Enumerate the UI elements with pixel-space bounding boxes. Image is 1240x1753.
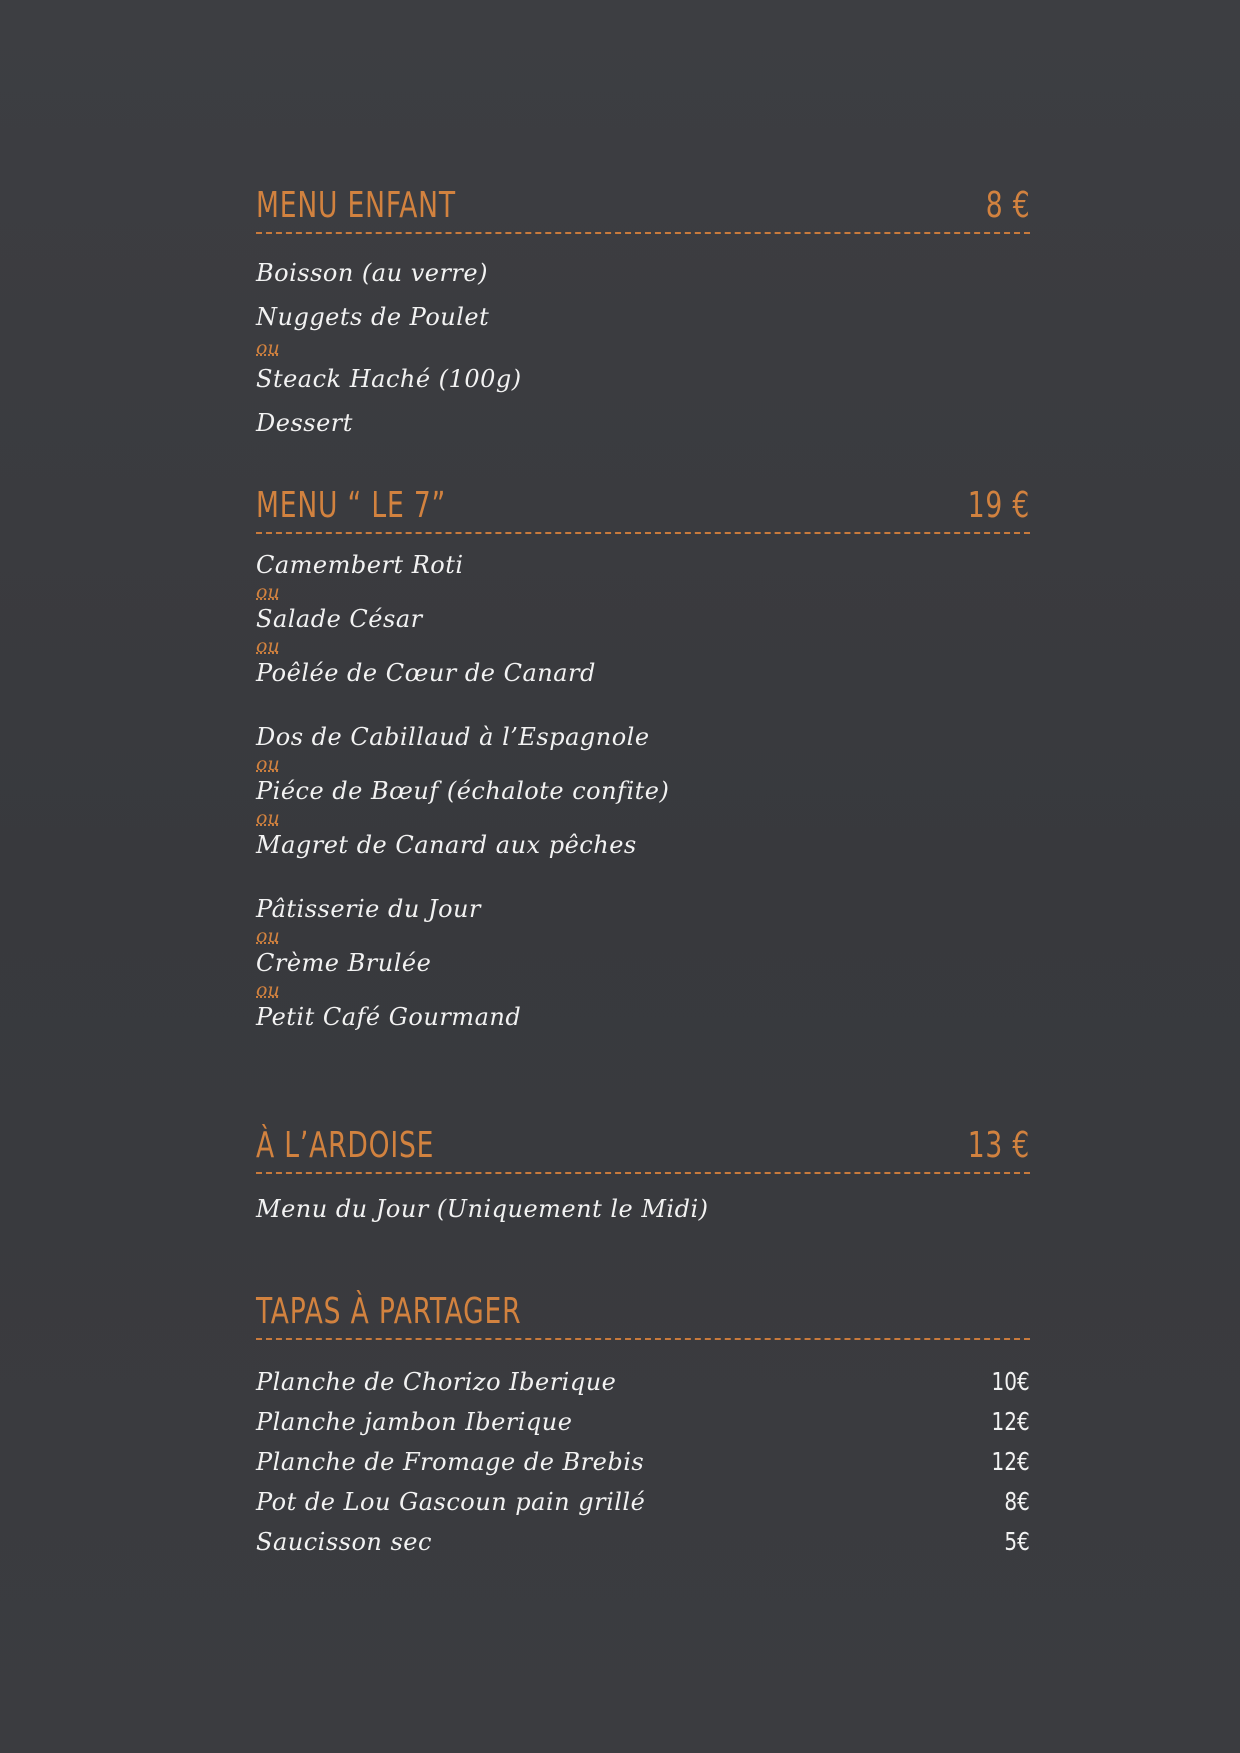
or-separator: ou	[256, 925, 280, 947]
section-ardoise	[256, 1116, 1030, 1226]
menu-item: Dos de Cabillaud à l’Espagnole	[256, 723, 650, 751]
or-separator: ou	[256, 979, 280, 1001]
section-menu-enfant	[256, 176, 1030, 446]
tapas-row	[256, 1522, 1030, 1562]
tapas-name: Planche de Chorizo Iberique	[256, 1368, 617, 1396]
section-header	[256, 1116, 1030, 1174]
menu-item: Dessert	[256, 409, 353, 437]
section-header	[256, 1282, 1030, 1340]
or-separator: ou	[256, 807, 280, 829]
section-title: MENU ENFANT	[256, 185, 456, 226]
or-separator: ou	[256, 337, 280, 359]
tapas-price: 12€	[991, 1407, 1030, 1436]
section-header	[256, 176, 1030, 234]
tapas-name: Saucisson sec	[256, 1528, 432, 1556]
section-price: 19 €	[967, 485, 1030, 526]
tapas-row	[256, 1442, 1030, 1482]
tapas-price: 5€	[1004, 1527, 1030, 1556]
tapas-row	[256, 1402, 1030, 1442]
menu-item: Petit Café Gourmand	[256, 1003, 522, 1031]
tapas-row	[256, 1482, 1030, 1522]
or-separator: ou	[256, 753, 280, 775]
menu-item: Piéce de Bœuf (échalote confite)	[256, 777, 670, 805]
menu-item: Boisson (au verre)	[256, 259, 488, 287]
tapas-name: Planche jambon Iberique	[256, 1408, 573, 1436]
tapas-name: Pot de Lou Gascoun pain grillé	[256, 1488, 646, 1516]
section-menu-le-7	[256, 476, 1030, 1034]
tapas-price: 8€	[1004, 1487, 1030, 1516]
tapas-name: Planche de Fromage de Brebis	[256, 1448, 645, 1476]
menu-item: Magret de Canard aux pêches	[256, 831, 637, 859]
menu-item: Salade César	[256, 605, 423, 633]
tapas-row	[256, 1362, 1030, 1402]
section-title: TAPAS À PARTAGER	[256, 1291, 522, 1332]
menu-item: Pâtisserie du Jour	[256, 895, 481, 923]
menu-item: Menu du Jour (Uniquement le Midi)	[256, 1195, 709, 1223]
menu-item: Camembert Roti	[256, 551, 464, 579]
menu-item: Crème Brulée	[256, 949, 432, 977]
menu-item: Steack Haché (100g)	[256, 365, 522, 393]
tapas-price: 10€	[991, 1367, 1030, 1396]
or-separator: ou	[256, 581, 280, 603]
section-price: 8 €	[985, 185, 1030, 226]
section-title: À L’ARDOISE	[256, 1125, 435, 1166]
section-tapas	[256, 1282, 1030, 1562]
section-price: 13 €	[967, 1125, 1030, 1166]
section-header	[256, 476, 1030, 534]
tapas-price: 12€	[991, 1447, 1030, 1476]
menu-item: Poêlée de Cœur de Canard	[256, 659, 596, 687]
or-separator: ou	[256, 635, 280, 657]
section-title: MENU “ LE 7”	[256, 485, 447, 526]
menu-item: Nuggets de Poulet	[256, 303, 490, 331]
